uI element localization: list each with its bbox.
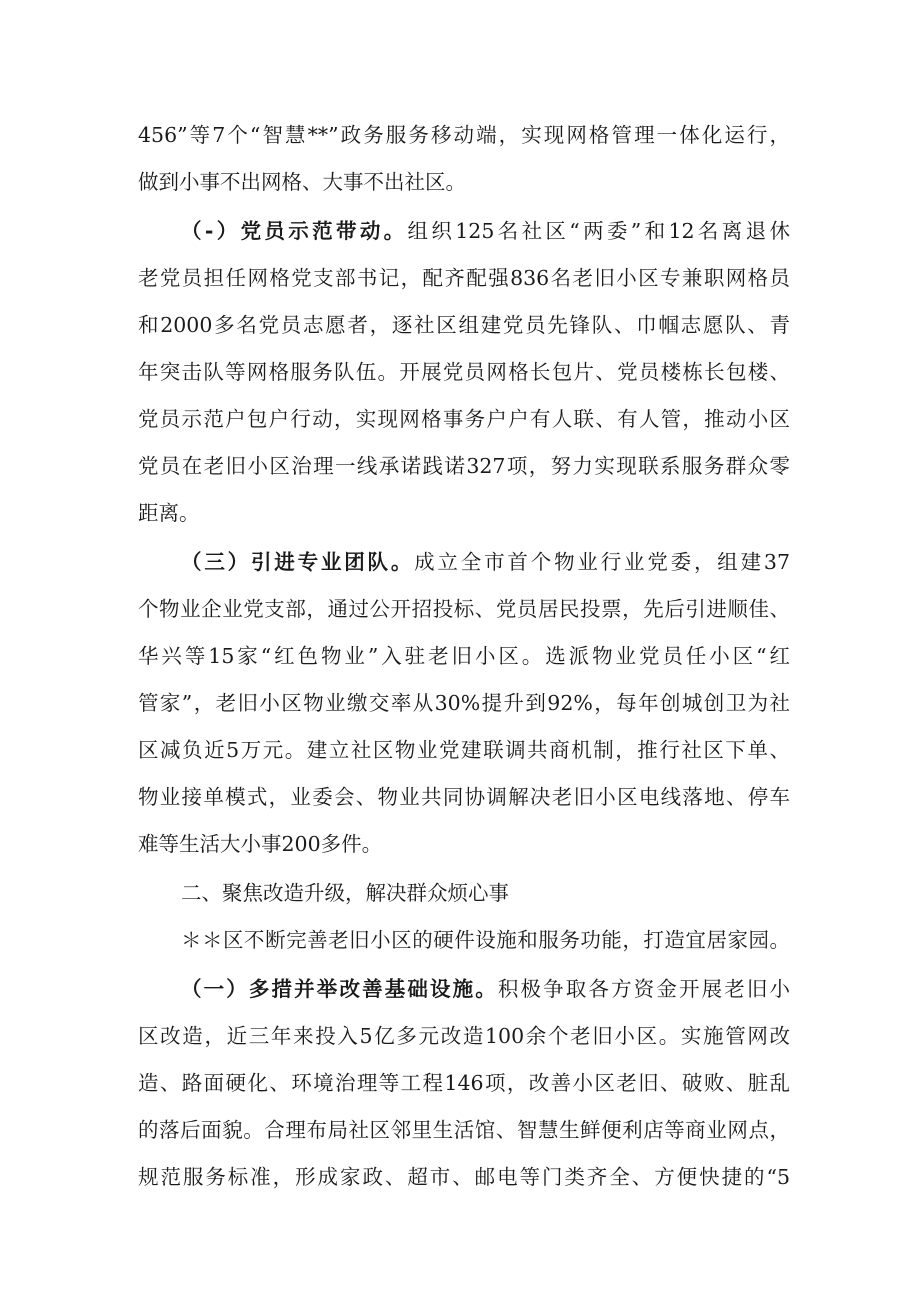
heading-bold: （三）引进专业团队。 xyxy=(181,550,415,574)
line-text: 造、路面硬化、环境治理等工程146项，改善小区老旧、破败、脏乱 xyxy=(138,1071,790,1095)
text-line-9 xyxy=(138,498,790,528)
line-text: 成立全市首个物业行业党委，组建37 xyxy=(414,550,791,574)
text-line-20 xyxy=(138,1021,790,1051)
section-heading-party-members xyxy=(181,216,790,246)
text-line-15 xyxy=(138,782,790,812)
line-text: 难等生活大小事200多件。 xyxy=(138,832,383,856)
line-text: 和2000多名党员志愿者，逐社区组建党员先锋队、巾帼志愿队、青 xyxy=(138,313,790,337)
text-line-4 xyxy=(138,263,790,293)
line-text: 党员在老旧小区治理一线承诺践诺327项，努力实现联系服务群众零 xyxy=(138,454,790,478)
line-text: ＊＊区不断完善老旧小区的硬件设施和服务功能，打造宜居家园。 xyxy=(181,928,790,952)
text-line-21 xyxy=(138,1068,790,1098)
line-text: 老党员担任网格党支部书记，配齐配强836名老旧小区专兼职网格员 xyxy=(138,266,790,290)
text-line-11 xyxy=(138,594,790,624)
text-line-22 xyxy=(138,1115,790,1145)
text-line-23 xyxy=(138,1162,790,1192)
text-line-7 xyxy=(138,404,790,434)
text-line-1 xyxy=(138,120,790,150)
line-text: 华兴等15家“红色物业”入驻老旧小区。选派物业党员任小区“红 xyxy=(138,644,790,668)
line-text: 物业接单模式，业委会、物业共同协调解决老旧小区电线落地、停车 xyxy=(138,785,790,809)
text-line-8 xyxy=(138,451,790,481)
line-text: 区改造，近三年来投入5亿多元改造100余个老旧小区。实施管网改 xyxy=(138,1024,790,1048)
line-text: 年突击队等网格服务队伍。开展党员网格长包片、党员楼栋长包楼、 xyxy=(138,360,790,384)
heading-bold: （一）多措并举改善基础设施。 xyxy=(181,977,498,1001)
line-text: 区减负近5万元。建立社区物业党建联调共商机制，推行社区下单、 xyxy=(138,738,790,762)
section-heading-infrastructure xyxy=(181,974,790,1004)
text-line-13 xyxy=(138,688,790,718)
line-text: 做到小事不出网格、大事不出社区。 xyxy=(138,170,466,194)
line-text: 规范服务标准，形成家政、超市、邮电等门类齐全、方便快捷的“5 xyxy=(138,1165,790,1189)
section-heading-professional-team xyxy=(181,547,790,577)
line-text: 管家”，老旧小区物业缴交率从30%提升到92%，每年创城创卫为社 xyxy=(138,691,790,715)
line-text: 积极争取各方资金开展老旧小 xyxy=(497,977,791,1001)
text-line-18 xyxy=(181,925,790,955)
line-text: 个物业企业党支部，通过公开招投标、党员居民投票，先后引进顺佳、 xyxy=(138,597,790,621)
text-line-5 xyxy=(138,310,790,340)
text-line-2 xyxy=(138,167,790,197)
line-text: 组织125名社区“两委”和12名离退休 xyxy=(407,219,790,243)
text-line-14 xyxy=(138,735,790,765)
line-text: 距离。 xyxy=(138,501,200,525)
text-line-16 xyxy=(138,829,790,859)
line-text: 的落后面貌。合理布局社区邻里生活馆、智慧生鲜便利店等商业网点， xyxy=(138,1118,790,1142)
heading-bold: （-）党员示范带动。 xyxy=(181,219,408,243)
line-text: 二、聚焦改造升级，解决群众烦心事 xyxy=(181,881,509,905)
section-title-renovation xyxy=(181,878,790,908)
text-line-6 xyxy=(138,357,790,387)
line-text: 456”等7个“智慧**”政务服务移动端，实现网格管理一体化运行， xyxy=(138,123,790,147)
line-text: 党员示范户包户行动，实现网格事务户户有人联、有人管，推动小区 xyxy=(138,407,790,431)
text-line-12 xyxy=(138,641,790,671)
